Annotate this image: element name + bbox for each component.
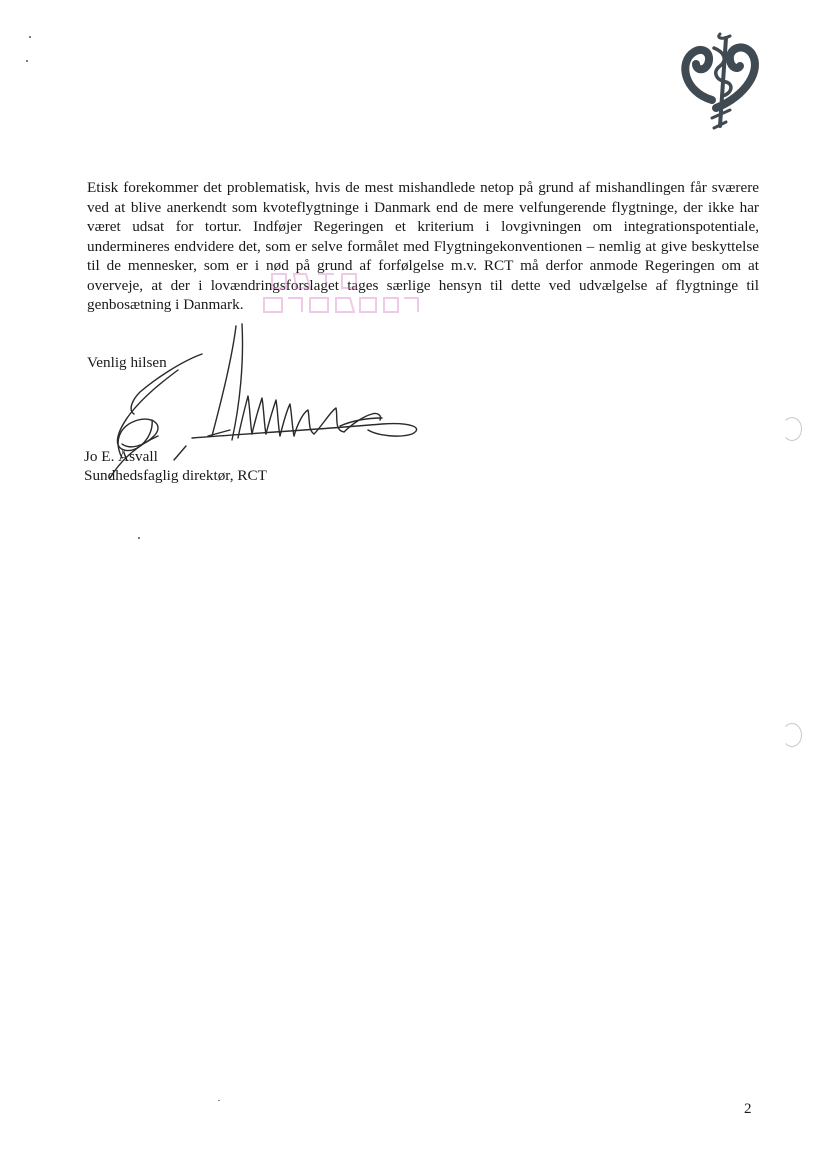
handwritten-signature-icon <box>82 318 427 493</box>
letter-body-paragraph: Etisk forekommer det problematisk, hvis de mest mishandlede netop på grund af mishandlingen får sværere ved at blive anerkendt som kvoteflygtninge i Danmark end de mere velfungerende flygtninge, der ikke har været udsat for tortur. Indføjer Regeringen et kriterium i lovgivningen om integrationspotentiale, undermineres endvidere det, som er selve formålet med Flygtningekonventionen – nemlig at give beskyttelse til de mennesker, som er i nød på grund af forfølgelse m.v. RCT må derfor anmode Regeringen om at overveje, at der i lovændringsforslaget tages særlige hensyn til dette ved udvælgelse af flygtninge til genbosætning i Danmark. <box>87 179 759 313</box>
page-number: 2 <box>744 1101 752 1117</box>
scan-speck <box>26 60 28 62</box>
punch-hole-top <box>782 417 802 441</box>
scan-speck <box>138 537 140 539</box>
closing-greeting: Venlig hilsen <box>87 354 167 371</box>
rct-heart-logo-icon <box>676 30 766 135</box>
signatory-title: Sundhedsfaglig direktør, RCT <box>84 467 267 484</box>
signatory-name: Jo E. Åsvall <box>84 448 158 465</box>
scan-speck <box>29 36 31 38</box>
received-stamp-icon <box>258 268 428 318</box>
scan-speck <box>218 1100 220 1101</box>
punch-hole-bottom <box>782 723 802 747</box>
